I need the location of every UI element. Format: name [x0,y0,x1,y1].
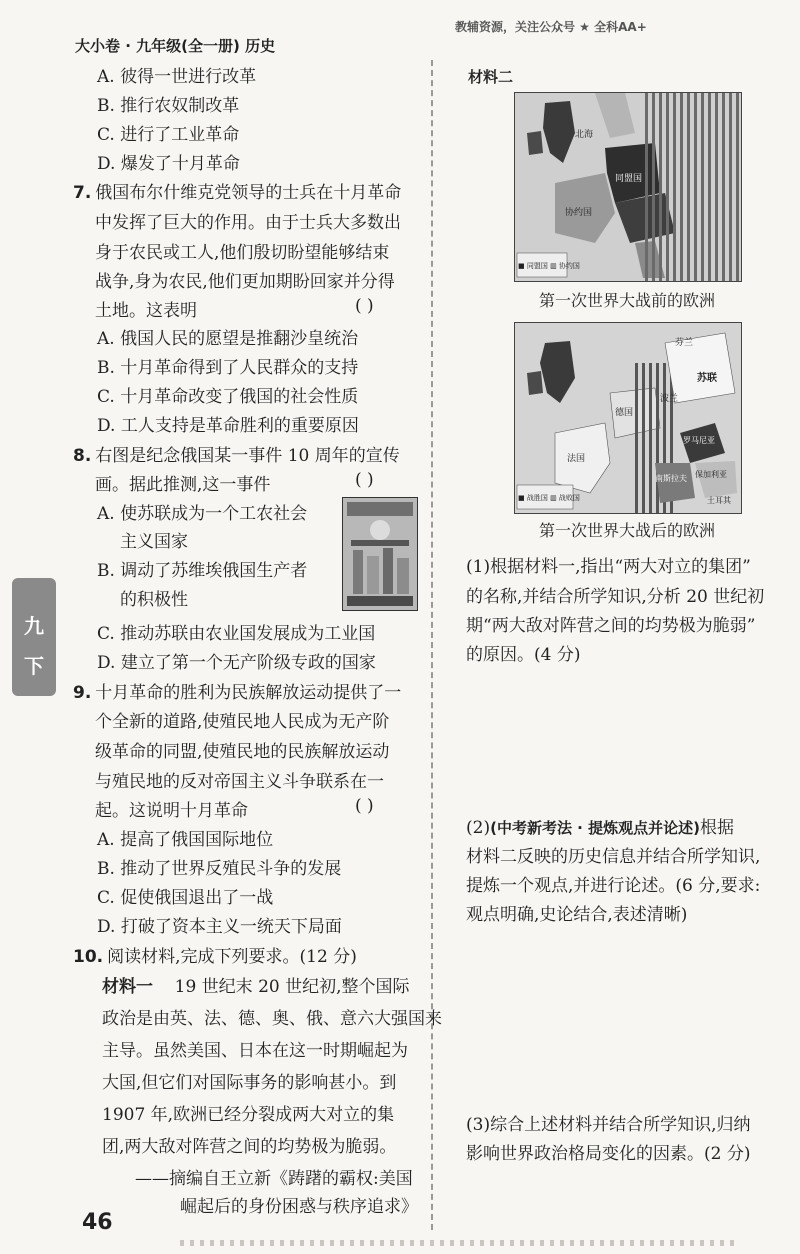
q9-line-3: 级革命的同盟,使殖民地的民族解放运动 [95,742,390,762]
q8-option-b-cont: 的积极性 [120,590,188,610]
q7-number: 7. [73,183,92,203]
q7-line-5: 土地。这表明 [95,301,197,321]
subq3-line-2: 影响世界政治格局变化的因素。(2 分) [466,1144,751,1164]
material1-line-5: 1907 年,欧洲已经分裂成两大对立的集 [102,1105,395,1125]
map1-caption: 第一次世界大战前的欧洲 [538,291,715,310]
column-divider [431,60,433,1230]
subq1-line-4: 的原因。(4 分) [466,645,581,665]
map1-label-central-powers: 同盟国 [615,174,643,184]
book-title: 大小卷 · 九年级(全一册) 历史 [75,37,276,55]
q7-line-2: 中发挥了巨大的作用。由于士兵大多数出 [95,213,401,233]
bottom-decoration [180,1240,740,1246]
grade-side-tab [12,578,56,696]
q9-number: 9. [73,683,92,703]
q9-answer-paren[interactable]: ( ) [355,796,374,816]
material1-line-3: 主导。虽然美国、日本在这一时期崛起为 [102,1041,408,1061]
material2-label: 材料二 [468,68,514,86]
q8-answer-paren[interactable]: ( ) [355,470,374,490]
prev-option-c: C. 进行了工业革命 [97,125,240,145]
material1-line-4: 大国,但它们对国际事务的影响甚小。到 [102,1073,397,1093]
q8-line-1: 8. 右图是纪念俄国某一事件 10 周年的宣传 [73,446,400,466]
q8-option-a-cont: 主义国家 [120,532,188,552]
subq1-line-2: 的名称,并结合所学知识,分析 20 世纪初 [466,587,765,607]
q10-number: 10. [73,947,104,967]
subq1-line-1: (1)根据材料一,指出“两大对立的集团” [466,557,751,577]
q8-option-a: A. 使苏联成为一个工农社会 [97,504,308,524]
map2-label-finland: 芬兰 [675,338,694,348]
subq2-line-3: 提炼一个观点,并进行论述。(6 分,要求: [466,876,761,896]
side-tab-char-1: 九 [24,614,44,638]
material1-source-2: 崛起后的身份困惑与秩序追求》 [180,1197,418,1217]
subq2-tag: (中考新考法 · 提炼观点并论述) [490,819,700,837]
q9-line-5: 起。这说明十月革命 [95,801,248,821]
map2-label-france: 法国 [567,454,586,464]
map2-label-bulgaria: 保加利亚 [695,470,727,479]
q8-option-d: D. 建立了第一个无产阶级专政的国家 [97,653,376,673]
q9-option-d: D. 打破了资本主义一统天下局面 [97,917,342,937]
map2-label-turkey: 土耳其 [707,496,731,505]
subq3-line-1: (3)综合上述材料并结合所学知识,归纳 [466,1115,751,1135]
q7-line-3: 身于农民或工人,他们殷切盼望能够结束 [95,243,390,263]
q8-line-2: 画。据此推测,这一事件 [95,475,271,495]
material1-source-1: ——摘编自王立新《踌躇的霸权:美国 [135,1169,413,1189]
q7-option-a: A. 俄国人民的愿望是推翻沙皇统治 [97,329,359,349]
subq2-line-1: (2)(中考新考法 · 提炼观点并论述)根据 [466,818,734,838]
subq2-line-2: 材料二反映的历史信息并结合所学知识, [466,847,761,867]
europe-map-before-ww1 [514,92,742,282]
map2-label-poland: 波兰 [660,394,679,404]
map2-caption: 第一次世界大战后的欧洲 [538,521,715,540]
subq2-line-4: 观点明确,史论结合,表述清晰) [466,905,688,925]
map2-label-romania: 罗马尼亚 [683,436,715,445]
map2-label-germany: 德国 [615,408,634,418]
prev-option-a: A. 彼得一世进行改革 [97,67,257,87]
material1-label: 材料一 [102,977,153,997]
material1-line-2: 政治是由英、法、德、奥、俄、意六大强国来 [102,1009,442,1029]
q7-option-c: C. 十月革命改变了俄国的社会性质 [97,387,359,407]
q10-stem: 10. 阅读材料,完成下列要求。(12 分) [73,947,357,967]
q8-option-c: C. 推动苏联由农业国发展成为工业国 [97,624,376,644]
map1-label-north-sea: 北海 [575,130,594,140]
map1-label-allies: 协约国 [565,208,593,218]
prev-option-d: D. 爆发了十月革命 [97,154,240,174]
side-tab-char-2: 下 [24,654,44,678]
q9-option-a: A. 提高了俄国国际地位 [97,830,274,850]
q7-option-b: B. 十月革命得到了人民群众的支持 [97,358,359,378]
q9-line-1: 9. 十月革命的胜利为民族解放运动提供了一 [73,683,402,703]
q7-line-1: 7. 俄国布尔什维克党领导的士兵在十月革命 [73,183,402,203]
q9-line-4: 与殖民地的反对帝国主义斗争联系在一 [95,772,384,792]
q9-option-b: B. 推动了世界反殖民斗争的发展 [97,859,342,879]
q7-answer-paren[interactable]: ( ) [355,296,374,316]
q9-option-c: C. 促使俄国退出了一战 [97,888,274,908]
material1-line-6: 团,两大敌对阵营之间的均势极为脆弱。 [102,1137,397,1157]
q8-option-b: B. 调动了苏维埃俄国生产者 [97,561,308,581]
q7-option-d: D. 工人支持是革命胜利的重要原因 [97,416,359,436]
page-number: 46 [82,1210,113,1235]
subq1-line-3: 期“两大敌对阵营之间的均势极为脆弱” [466,616,756,636]
europe-map-after-ww1 [514,322,742,514]
map2-label-soviet-union: 苏联 [697,373,717,384]
propaganda-poster-image [342,497,418,611]
q8-number: 8. [73,446,92,466]
map2-label-yugoslavia: 南斯拉夫 [655,474,687,483]
map2-legend: ■ 战胜国 ▥ 战败国 [518,494,580,502]
material1-line-1: 材料一 19 世纪末 20 世纪初,整个国际 [102,977,410,997]
promo-text: 教辅资源，关注公众号 ★ 全科AA+ [455,20,647,34]
q9-line-2: 个全新的道路,使殖民地人民成为无产阶 [95,712,390,732]
prev-option-b: B. 推行农奴制改革 [97,96,240,116]
q7-line-4: 战争,身为农民,他们更加期盼回家并分得 [95,272,395,292]
map1-legend: ■ 同盟国 ▥ 协约国 [518,262,580,270]
